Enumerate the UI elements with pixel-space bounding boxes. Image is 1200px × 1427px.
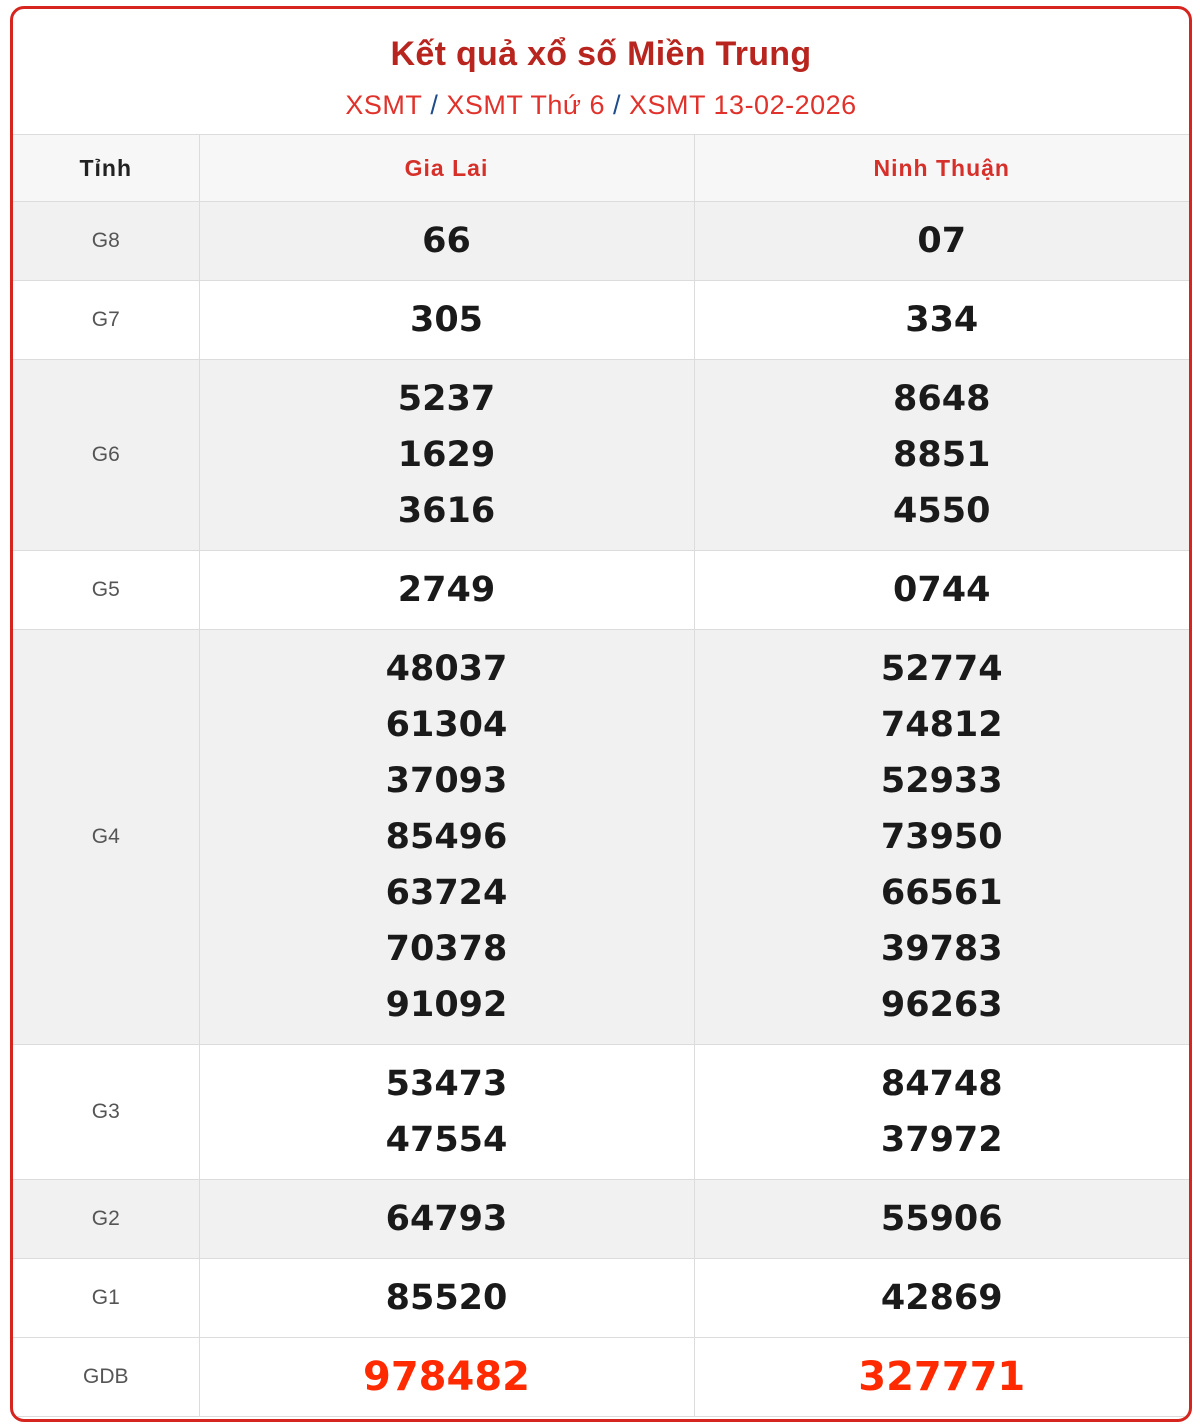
prize-number: 1629 [397, 435, 496, 475]
prize-number: 8851 [893, 435, 991, 475]
special-prize-number: 978482 [363, 1354, 530, 1400]
prize-cell [199, 202, 694, 281]
prize-number: 47554 [385, 1120, 508, 1160]
prize-cell [199, 281, 694, 360]
breadcrumb-separator: / [430, 90, 439, 120]
column-header-province: Tỉnh [13, 135, 199, 202]
prize-number: 85520 [385, 1278, 508, 1318]
prize-row-g5 [13, 551, 1189, 630]
prize-number: 66 [422, 221, 471, 261]
prize-label: G4 [13, 630, 199, 1045]
breadcrumb [13, 90, 1189, 121]
prize-cell [199, 360, 694, 551]
prize-cell [199, 1338, 694, 1417]
prize-cell [694, 1338, 1189, 1417]
prize-number: 84748 [880, 1064, 1003, 1104]
prize-row-g3 [13, 1045, 1189, 1180]
prize-cell [694, 551, 1189, 630]
prize-row-g6 [13, 360, 1189, 551]
results-header [13, 9, 1189, 135]
prize-number: 8648 [893, 379, 991, 419]
prize-number: 305 [409, 300, 484, 340]
prize-cell [199, 630, 694, 1045]
prize-cell [199, 1259, 694, 1338]
prize-cell [694, 281, 1189, 360]
prize-number: 07 [917, 221, 967, 261]
prize-label: GDB [13, 1338, 199, 1417]
prize-number: 334 [905, 300, 979, 340]
prize-row-gdb [13, 1338, 1189, 1417]
prize-number: 48037 [385, 649, 508, 689]
prize-number: 63724 [385, 873, 508, 913]
prize-cell [199, 1045, 694, 1180]
column-header-ninh-thuan[interactable]: Ninh Thuận [694, 135, 1189, 202]
prize-number: 53473 [385, 1064, 508, 1104]
prize-number: 64793 [385, 1199, 508, 1239]
prize-number: 4550 [893, 491, 991, 531]
prize-row-g8 [13, 202, 1189, 281]
prize-number: 5237 [397, 379, 496, 419]
prize-number: 74812 [880, 705, 1003, 745]
prize-cell [199, 1180, 694, 1259]
prize-number: 91092 [385, 985, 508, 1025]
prize-row-g4 [13, 630, 1189, 1045]
prize-cell [694, 202, 1189, 281]
breadcrumb-separator: / [613, 90, 622, 120]
results-card [10, 6, 1192, 1422]
prize-label: G7 [13, 281, 199, 360]
prize-row-g2 [13, 1180, 1189, 1259]
results-table-body [13, 202, 1189, 1417]
prize-cell [694, 1180, 1189, 1259]
prize-cell [694, 360, 1189, 551]
page-title: Kết quả xổ số Miền Trung [390, 35, 812, 73]
prize-number: 70378 [385, 929, 508, 969]
prize-number: 2749 [397, 570, 496, 610]
prize-number: 66561 [880, 873, 1003, 913]
prize-label: G1 [13, 1259, 199, 1338]
prize-number: 55906 [880, 1199, 1003, 1239]
prize-number: 37972 [880, 1120, 1003, 1160]
prize-number: 0744 [893, 570, 991, 610]
breadcrumb-xsmt-link[interactable]: XSMT [345, 90, 423, 120]
prize-cell [694, 1045, 1189, 1180]
prize-number: 39783 [880, 929, 1003, 969]
prize-number: 37093 [385, 761, 508, 801]
table-header-row [13, 135, 1189, 202]
prize-number: 85496 [385, 817, 508, 857]
prize-row-g7 [13, 281, 1189, 360]
prize-number: 61304 [385, 705, 508, 745]
prize-number: 73950 [880, 817, 1003, 857]
special-prize-number: 327771 [858, 1354, 1026, 1400]
prize-number: 42869 [880, 1278, 1003, 1318]
breadcrumb-xsmt-thu6-link[interactable]: XSMT Thứ 6 [446, 90, 605, 120]
prize-cell [199, 551, 694, 630]
prize-cell [694, 630, 1189, 1045]
prize-label: G2 [13, 1180, 199, 1259]
prize-cell [694, 1259, 1189, 1338]
prize-label: G6 [13, 360, 199, 551]
prize-row-g1 [13, 1259, 1189, 1338]
prize-number: 52774 [880, 649, 1003, 689]
prize-label: G8 [13, 202, 199, 281]
prize-number: 3616 [397, 491, 496, 531]
prize-label: G3 [13, 1045, 199, 1180]
prize-label: G5 [13, 551, 199, 630]
prize-number: 52933 [880, 761, 1003, 801]
results-table [13, 135, 1189, 1417]
prize-number: 96263 [880, 985, 1003, 1025]
breadcrumb-xsmt-date-link[interactable]: XSMT 13-02-2026 [629, 90, 857, 120]
column-header-gia-lai[interactable]: Gia Lai [199, 135, 694, 202]
